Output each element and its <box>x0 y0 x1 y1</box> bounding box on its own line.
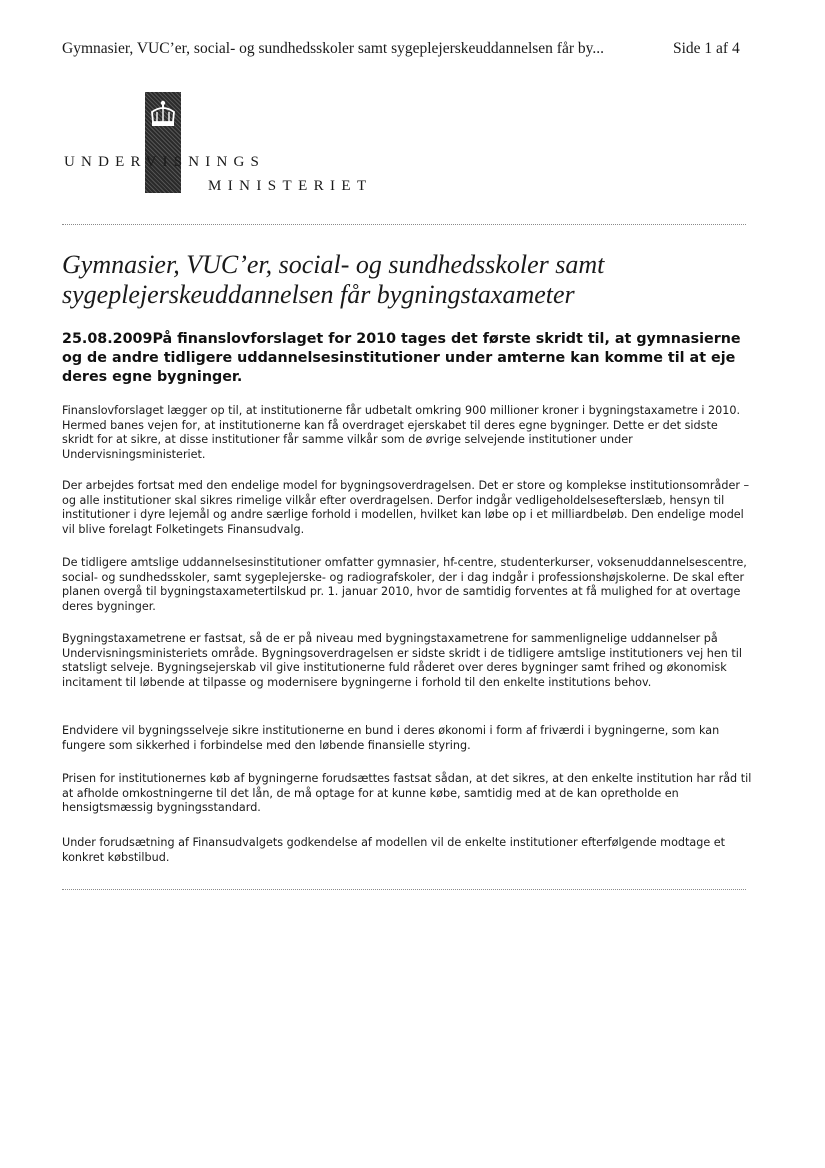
divider-bottom <box>62 889 746 890</box>
print-header-title: Gymnasier, VUC’er, social- og sundhedsskoler samt sygeplejerskeuddannelsen får by... <box>62 40 604 57</box>
logo-line-1: UNDERVISNINGS <box>64 154 266 170</box>
paragraph-3: De tidligere amtslige uddannelsesinstitutioner omfatter gymnasier, hf-centre, studenterkurser, voksenuddannelsescentre, social- og sundhedsskoler, samt sygeplejerske- og radiografskoler, der i dag indgår i professionshøjskolerne. De skal efter planen overgå til bygningstaxametertilskud pr. 1. januar 2010, hvor de samtidig forventes at få mulighed for at overtage deres bygninger. <box>62 556 747 613</box>
title-line-2: sygeplejerskeuddannelsen får bygningstaxameter <box>62 280 575 309</box>
page-number: Side 1 af 4 <box>673 40 740 57</box>
crown-icon <box>149 100 177 130</box>
lead-paragraph: 25.08.2009På finanslovforslaget for 2010 tages det første skridt til, at gymnasierne og de andre tidligere uddannelsesinstitutioner under amterne kan komme til at eje deres egne bygninger. <box>62 331 741 385</box>
paragraph-2: Der arbejdes fortsat med den endelige model for bygningsoverdragelsen. Det er store og komplekse institutionsområder – og alle institutioner skal sikres rimelige vilkår efter overdragelsen. Derfor indgår vedligeholdelsesefterslæb, hensyn til institutioner i dyre lejemål og andre særlige forhold i modellen, hvilket kan løbe op i et milliardbeløb. Den endelige model vil blive forelagt Folketingets Finansudvalg. <box>62 479 750 536</box>
paragraph-6: Prisen for institutionernes køb af bygningerne forudsættes fastsat sådan, at det sikres, at den enkelte institution har råd til at afholde omkostningerne til det lån, de må optage for at kunne købe, samtidig med at de kan opretholde en hensigtsmæssig bygningsstandard. <box>62 772 752 815</box>
logo-line-2: MINISTERIET <box>208 178 373 194</box>
print-header <box>62 40 762 62</box>
page-title <box>62 250 762 310</box>
paragraph-7: Under forudsætning af Finansudvalgets godkendelse af modellen vil de enkelte institutioner efterfølgende modtage et konkret købstilbud. <box>62 836 726 864</box>
paragraph-5: Endvidere vil bygningsselveje sikre institutionerne en bund i deres økonomi i form af friværdi i bygningerne, som kan fungere som sikkerhed i forbindelse med den løbende finansielle styring. <box>62 724 720 752</box>
divider-top <box>62 224 746 225</box>
paragraph-4: Bygningstaxametrene er fastsat, så de er på niveau med bygningstaxametrene for sammenlignelige uddannelser på Undervisningsministeriets område. Bygningsoverdragelsen er sidste skridt i de tidligere amtslige institutioners vej hen til statsligt selveje. Bygningsejerskab vil give institutionerne fuld råderet over deres bygninger samt frihed og økonomisk incitament til løbende at tilpasse og modernisere bygningerne i forhold til den enkelte institutions behov. <box>62 632 742 689</box>
paragraph-1: Finanslovforslaget lægger op til, at institutionerne får udbetalt omkring 900 millioner kroner i bygningstaxametre i 2010. Hermed banes vejen for, at institutionerne kan få overdraget ejerskabet til deres egne bygninger. Dette er det sidste skridt for at sikre, at disse institutioner får samme vilkår som de øvrige selvejende institutioner under Undervisningsministeriet. <box>62 404 741 461</box>
ministry-logo <box>60 92 380 202</box>
title-line-1: Gymnasier, VUC’er, social- og sundhedsskoler samt <box>62 250 605 279</box>
